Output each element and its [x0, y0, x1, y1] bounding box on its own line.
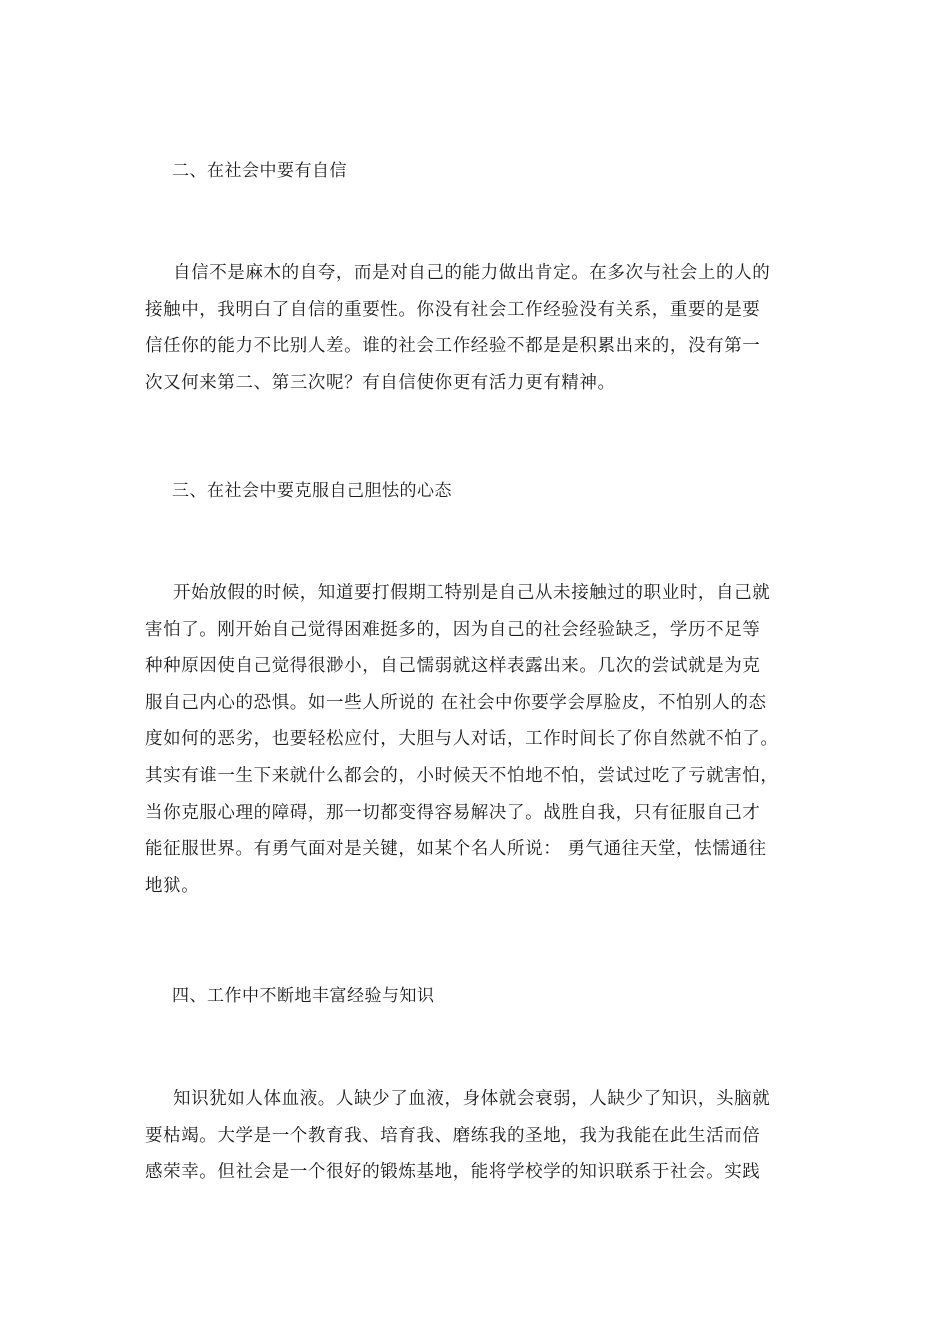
paragraph-line: 感荣幸。但社会是一个很好的锻炼基地，能将学校学的知识联系于社会。实践	[145, 1162, 761, 1183]
paragraph-line: 开始放假的时候，知道要打假期工特别是自己从未接触过的职业时，自己就	[173, 583, 771, 603]
paragraph-line: 要枯竭。大学是一个教育我、培育我、磨练我的圣地，我为我能在此生活而倍	[145, 1125, 761, 1146]
section-heading-enrich-experience: 四、工作中不断地丰富经验与知识	[172, 986, 435, 1006]
paragraph-line: 自信不是麻木的自夸，而是对自己的能力做出肯定。在多次与社会上的人的	[173, 263, 771, 283]
section-heading-overcome-timidity: 三、在社会中要克服自己胆怯的心态	[172, 481, 452, 501]
paragraph-line: 种种原因使自己觉得很渺小，自己懦弱就这样表露出来。几次的尝试就是为克	[145, 656, 761, 677]
paragraph-line: 知识犹如人体血液。人缺少了血液，身体就会衰弱，人缺少了知识，头脑就	[173, 1089, 771, 1109]
paragraph-line: 害怕了。刚开始自己觉得困难挺多的，因为自己的社会经验缺乏，学历不足等	[145, 619, 761, 640]
paragraph-line: 信任你的能力不比别人差。谁的社会工作经验不都是是积累出来的，没有第一	[145, 336, 761, 357]
paragraph-line: 能征服世界。有勇气面对是关键，如某个名人所说： 勇气通往天堂，怯懦通往	[145, 839, 767, 860]
paragraph-line: 度如何的恶劣，也要轻松应付，大胆与人对话，工作时间长了你自然就不怕了。	[145, 729, 779, 750]
paragraph-line: 当你克服心理的障碍，那一切都变得容易解决了。战胜自我，只有征服自己才	[145, 802, 761, 823]
paragraph-line: 接触中，我明白了自信的重要性。你没有社会工作经验没有关系，重要的是要	[145, 299, 761, 320]
paragraph-overcome-timidity	[145, 575, 835, 904]
paragraph-line: 其实有谁一生下来就什么都会的，小时候天不怕地不怕，尝试过吃了亏就害怕，	[145, 765, 779, 786]
paragraph-enrich-experience	[145, 1081, 835, 1191]
paragraph-line: 服自己内心的恐惧。如一些人所说的 在社会中你要学会厚脸皮，不怕别人的态	[145, 692, 767, 713]
paragraph-line: 地狱。	[145, 875, 200, 896]
paragraph-confidence	[145, 255, 835, 401]
section-heading-confidence: 二、在社会中要有自信	[172, 161, 347, 181]
paragraph-line: 次又何来第二、第三次呢？有自信使你更有活力更有精神。	[145, 372, 616, 393]
